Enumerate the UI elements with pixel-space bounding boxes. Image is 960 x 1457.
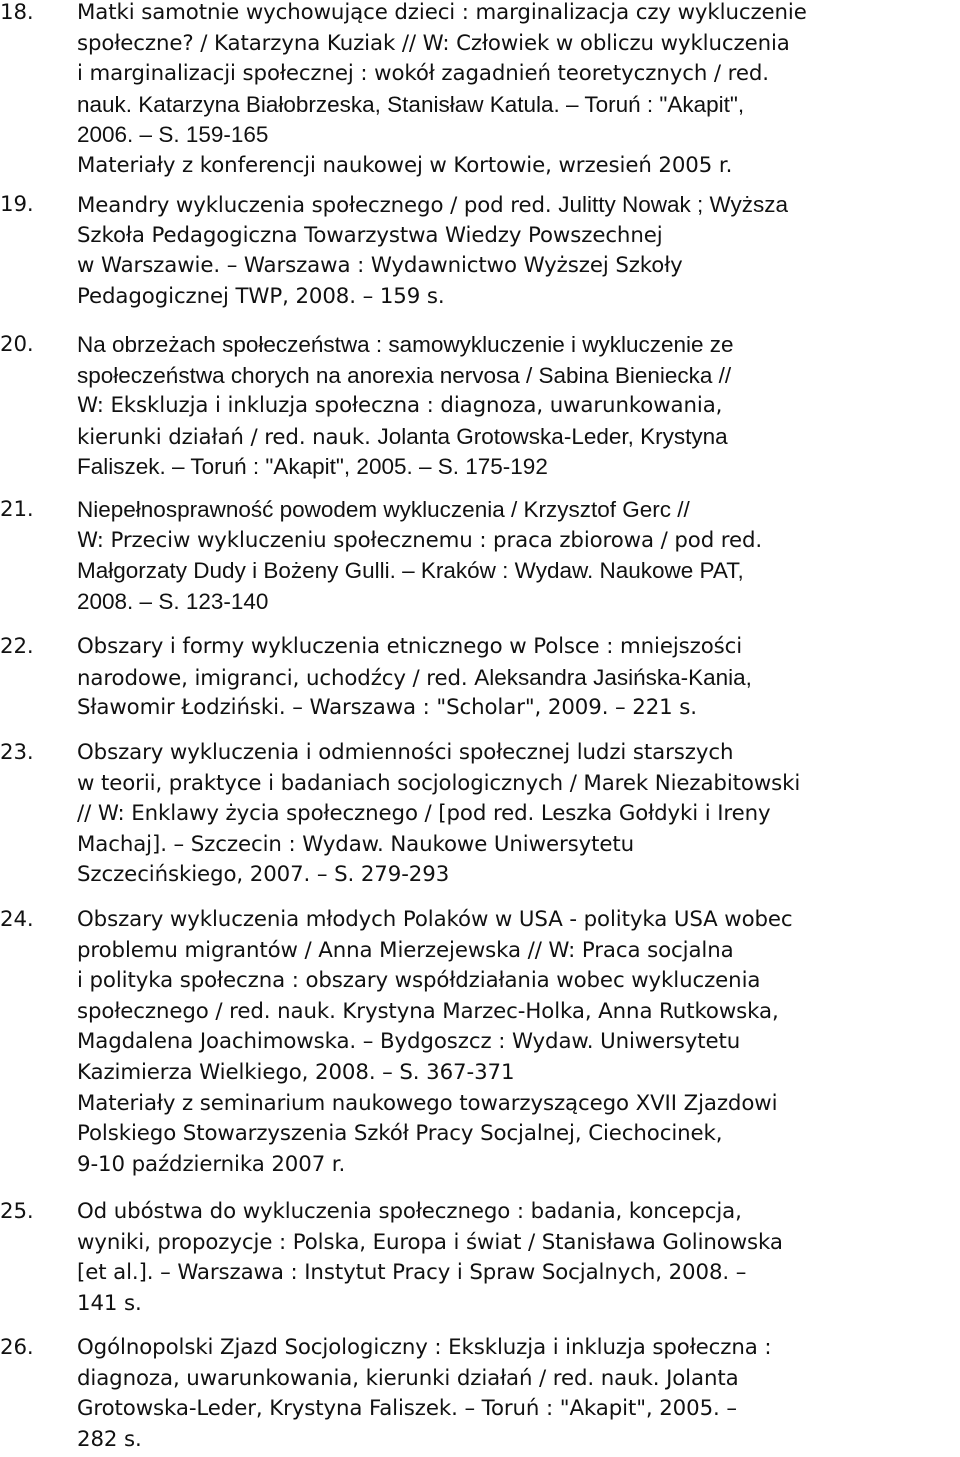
entry-text <box>77 330 959 483</box>
text-segment: nauk. Katarzyna Białobrzeska, Stanisław Katula. – Toruń : "Akapit", <box>77 91 745 117</box>
entry-line <box>77 1119 959 1150</box>
entry-line <box>77 391 959 422</box>
entry-line <box>77 830 959 861</box>
entry-line <box>77 1394 959 1425</box>
text-segment: 282 s. <box>77 1426 142 1452</box>
text-segment: Magdalena Joachimowska. – Bydgoszcz : Wydaw. Uniwersytetu <box>77 1029 741 1055</box>
entry-line <box>77 1258 959 1289</box>
text-segment: wyniki, propozycje : Polska, Europa i świat / Stanisława Golinowska <box>77 1229 783 1255</box>
entry-text <box>77 738 959 891</box>
entry-line <box>77 495 959 526</box>
text-segment: w teorii, praktyce i badaniach socjologicznych / Marek Niezabitowski <box>77 770 801 796</box>
text-segment: Grotowska-Leder, Krystyna Faliszek. – Toruń : "Akapit", 2005. – <box>77 1396 737 1422</box>
text-segment: W: Ekskluzja i inkluzja społeczna : diagnoza, uwarunkowania, <box>77 393 723 419</box>
text-segment: problemu migrantów / Anna Mierzejewska // W: Praca socjalna <box>77 937 734 963</box>
entry-line <box>77 1150 959 1181</box>
entry-number: 18. <box>0 0 34 25</box>
entry-number: 22. <box>0 634 34 659</box>
entry-line <box>77 151 959 182</box>
text-segment: Julitty Nowak ; Wyższa <box>558 192 789 217</box>
entry-line <box>77 632 959 663</box>
text-segment: kierunki działań / red. nauk. <box>77 424 378 450</box>
entry-text <box>77 905 959 1180</box>
entry-line <box>77 59 959 90</box>
text-segment: 2006. – S. 159-165 <box>77 122 269 148</box>
text-segment: Materiały z seminarium naukowego towarzyszącego XVII Zjazdowi <box>77 1090 778 1116</box>
entry-line <box>77 587 959 618</box>
text-segment: Szkoła Pedagogiczna Towarzystwa Wiedzy Powszechnej <box>77 222 663 248</box>
entry-number: 21. <box>0 497 34 522</box>
entry-text <box>77 0 959 182</box>
entry-number: 23. <box>0 740 34 765</box>
text-segment: Faliszek. – Toruń : "Akapit", 2005. – S. 175-192 <box>77 454 548 480</box>
entry-line <box>77 282 959 313</box>
text-segment: Machaj]. – Szczecin : Wydaw. Naukowe Uniwersytetu <box>77 831 635 857</box>
entry-line <box>77 966 959 997</box>
text-segment: Ogólnopolski Zjazd Socjologiczny : Ekskluzja i inkluzja społeczna : <box>77 1335 772 1360</box>
text-segment: i polityka społeczna : obszary współdziałania wobec wykluczenia <box>77 968 761 994</box>
text-segment: w Warszawie. – Warszawa : Wydawnictwo Wyższej Szkoły <box>77 253 683 279</box>
entry-number: 19. <box>0 192 34 217</box>
entry-number: 20. <box>0 332 34 357</box>
text-segment: Materiały z konferencji naukowej w Kortowie, wrzesień 2005 r. <box>77 152 733 178</box>
entry-line <box>77 936 959 967</box>
text-segment: społecznego / red. nauk. Krystyna Marzec-Holka, Anna Rutkowska, <box>77 998 779 1024</box>
entry-line <box>77 556 959 587</box>
text-segment: 2008. – S. 123-140 <box>77 588 269 614</box>
entry-line <box>77 422 959 453</box>
text-segment: W: Przeciw wykluczeniu społecznemu : praca zbiorowa / pod red. <box>77 527 763 553</box>
entry-line <box>77 526 959 557</box>
entry-number: 26. <box>0 1335 34 1360</box>
entry-line <box>77 330 959 361</box>
text-segment: // W: Enklawy życia społecznego / [pod red. Leszka Gołdyki i Ireny <box>77 801 771 827</box>
entry-text <box>77 1333 959 1455</box>
entry-line <box>77 251 959 282</box>
entry-line <box>77 1289 959 1320</box>
entry-line <box>77 693 959 724</box>
text-segment: i marginalizacji społecznej : wokół zagadnień teoretycznych / red. <box>77 61 769 87</box>
text-segment: Matki samotnie wychowujące dzieci : marginalizacja czy wykluczenie <box>77 0 807 25</box>
entry-text <box>77 190 959 312</box>
entry-line <box>77 1197 959 1228</box>
entry-line <box>77 1333 959 1364</box>
entry-line <box>77 452 959 483</box>
entry-line <box>77 190 959 221</box>
entry-line <box>77 1228 959 1259</box>
entry-line <box>77 0 959 29</box>
text-segment: Niepełnosprawność powodem wykluczenia / Krzysztof Gerc // <box>77 497 690 522</box>
text-segment: Obszary i formy wykluczenia etnicznego w Polsce : mniejszości <box>77 634 743 659</box>
text-segment: społeczne? / Katarzyna Kuziak // W: Człowiek w obliczu wykluczenia <box>77 30 790 56</box>
entry-line <box>77 1364 959 1395</box>
entry-line <box>77 799 959 830</box>
text-segment: Sławomir Łodziński. – Warszawa : "Scholar", 2009. – 221 s. <box>77 695 697 721</box>
entry-line <box>77 1058 959 1089</box>
text-segment: Szczecińskiego, 2007. – S. 279-293 <box>77 862 450 888</box>
entry-text <box>77 495 959 617</box>
entry-line <box>77 860 959 891</box>
text-segment: Obszary wykluczenia młodych Polaków w USA - polityka USA wobec <box>77 907 793 932</box>
entry-line <box>77 29 959 60</box>
text-segment: Aleksandra Jasińska-Kania, <box>474 664 752 690</box>
entry-line <box>77 663 959 694</box>
text-segment: Małgorzaty Dudy i Bożeny Gulli. – Kraków : Wydaw. Naukowe PAT, <box>77 558 744 584</box>
entry-line <box>77 905 959 936</box>
entry-line <box>77 361 959 392</box>
text-segment: Pedagogicznej TWP, 2008. – 159 s. <box>77 283 445 309</box>
text-segment: 141 s. <box>77 1290 142 1316</box>
text-segment: diagnoza, uwarunkowania, kierunki działań / red. nauk. Jolanta <box>77 1365 739 1391</box>
entry-line <box>77 120 959 151</box>
entry-text <box>77 632 959 724</box>
entry-line <box>77 221 959 252</box>
text-segment: Na obrzeżach społeczeństwa : samowykluczenie i wykluczenie ze <box>77 332 734 357</box>
text-segment: Od ubóstwa do wykluczenia społecznego : badania, koncepcja, <box>77 1199 742 1224</box>
text-segment: Meandry wykluczenia społecznego / pod red. <box>77 193 559 218</box>
text-segment: narodowe, imigranci, uchodźcy / red. <box>77 665 475 691</box>
text-segment: Kazimierza Wielkiego, 2008. – S. 367-371 <box>77 1059 515 1085</box>
entry-text <box>77 1197 959 1319</box>
text-segment: społeczeństwa chorych na anorexia nervosa / Sabina Bieniecka // <box>77 362 732 388</box>
entry-number: 24. <box>0 907 34 932</box>
entry-line <box>77 1425 959 1456</box>
entry-line <box>77 90 959 121</box>
text-segment: 9-10 października 2007 r. <box>77 1151 346 1177</box>
entry-line <box>77 769 959 800</box>
entry-line <box>77 1027 959 1058</box>
text-segment: Polskiego Stowarzyszenia Szkół Pracy Socjalnej, Ciechocinek, <box>77 1121 723 1147</box>
text-segment: Obszary wykluczenia i odmienności społecznej ludzi starszych <box>77 740 734 765</box>
text-segment: Jolanta Grotowska-Leder, Krystyna <box>377 423 728 449</box>
entry-number: 25. <box>0 1199 34 1224</box>
text-segment: [et al.]. – Warszawa : Instytut Pracy i Spraw Socjalnych, 2008. – <box>77 1260 747 1286</box>
entry-line <box>77 738 959 769</box>
entry-line <box>77 997 959 1028</box>
entry-line <box>77 1089 959 1120</box>
